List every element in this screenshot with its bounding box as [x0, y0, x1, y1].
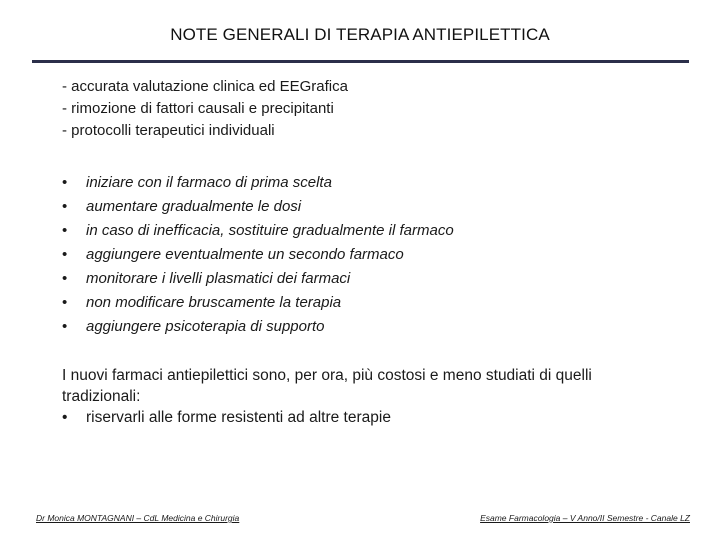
bullet-text: aumentare gradualmente le dosi [86, 198, 302, 215]
bullet-text: monitorare i livelli plasmatici dei farmaci [86, 270, 351, 287]
page-title: NOTE GENERALI DI TERAPIA ANTIEPILETTICA [170, 25, 550, 44]
bullet-item [62, 195, 454, 219]
bullet-text: non modificare bruscamente la terapia [86, 294, 342, 311]
bullet-text: riservarli alle forme resistenti ad altre terapie [86, 409, 391, 426]
bullet-text: aggiungere psicoterapia di supporto [86, 318, 325, 335]
footer-author: Dr Monica MONTAGNANI – CdL Medicina e Chirurgia [36, 513, 240, 523]
bullet-text: in caso di inefficacia, sostituire gradualmente il farmaco [86, 222, 454, 239]
dash-item: - accurata valutazione clinica ed EEGrafica [62, 78, 348, 95]
bullet-icon: • [62, 198, 68, 215]
footer-course: Esame Farmacologia – V Anno/II Semestre - Canale LZ [480, 513, 690, 523]
new-drugs-text: I nuovi farmaci antiepilettici sono, per ora, più costosi e meno studiati di quelli tradizionali: [62, 367, 592, 405]
bullet-item [62, 267, 454, 291]
dash-item: - protocolli terapeutici individuali [62, 122, 275, 139]
bullet-item [62, 315, 454, 339]
bullet-text: iniziare con il farmaco di prima scelta [86, 174, 332, 191]
bullet-item [62, 219, 454, 243]
new-drugs-note [62, 365, 662, 428]
bullet-icon: • [62, 174, 68, 191]
bullet-icon: • [62, 318, 68, 335]
dash-list [62, 76, 348, 142]
bullet-list [62, 171, 454, 339]
bullet-icon: • [62, 294, 68, 311]
bullet-item [62, 291, 454, 315]
title-divider [32, 60, 689, 63]
bullet-item [62, 171, 454, 195]
new-drugs-bullet [62, 407, 662, 428]
bullet-icon: • [62, 246, 68, 263]
bullet-icon: • [62, 270, 68, 287]
bullet-text: aggiungere eventualmente un secondo farmaco [86, 246, 404, 263]
bullet-icon: • [62, 222, 68, 239]
dash-item: - rimozione di fattori causali e precipitanti [62, 100, 334, 117]
bullet-item [62, 243, 454, 267]
bullet-icon: • [62, 409, 68, 426]
